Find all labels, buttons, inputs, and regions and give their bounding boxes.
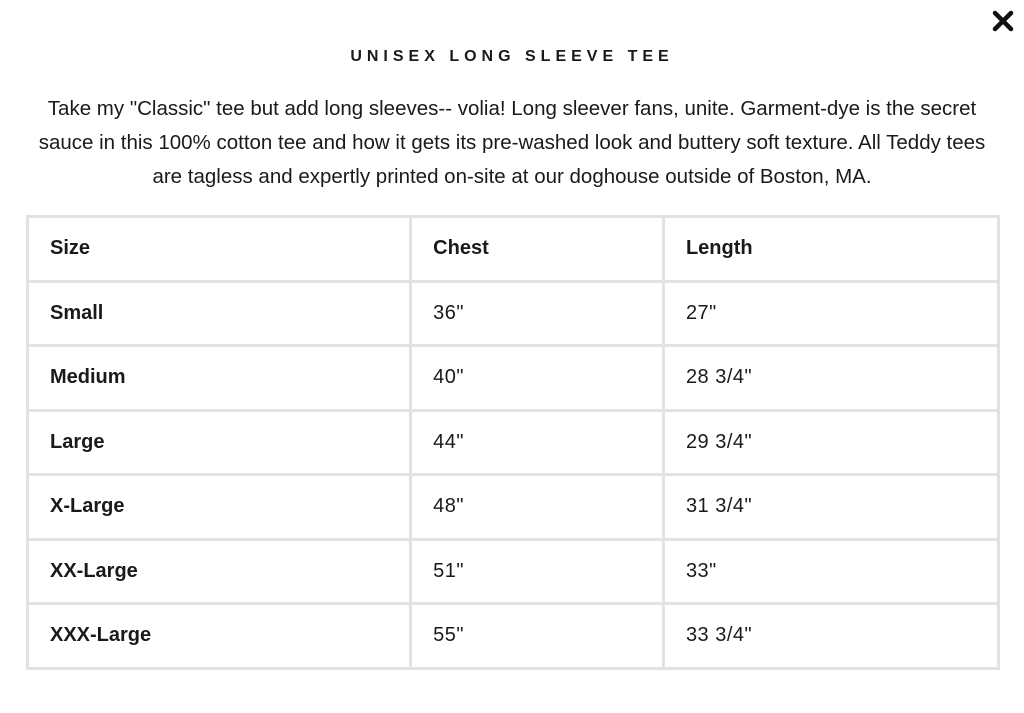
chest-cell: 51" <box>411 539 664 604</box>
chest-cell: 48" <box>411 475 664 540</box>
modal-title: UNISEX LONG SLEEVE TEE <box>350 48 674 65</box>
chest-cell: 36" <box>411 281 664 346</box>
size-cell: Large <box>28 410 411 475</box>
chest-cell: 44" <box>411 410 664 475</box>
table-row <box>28 346 999 411</box>
size-cell: XXX-Large <box>28 604 411 669</box>
header-length: Length <box>663 217 998 282</box>
table-row <box>28 281 999 346</box>
size-table <box>26 215 1000 670</box>
size-cell: X-Large <box>28 475 411 540</box>
table-header-row <box>28 217 999 282</box>
table-row <box>28 539 999 604</box>
chest-cell: 40" <box>411 346 664 411</box>
length-cell: 33 3/4" <box>663 604 998 669</box>
table-row <box>28 410 999 475</box>
length-cell: 33" <box>663 539 998 604</box>
length-cell: 28 3/4" <box>663 346 998 411</box>
length-cell: 27" <box>663 281 998 346</box>
table-row <box>28 475 999 540</box>
chest-cell: 55" <box>411 604 664 669</box>
length-cell: 29 3/4" <box>663 410 998 475</box>
table-row <box>28 604 999 669</box>
size-table-container <box>26 215 1000 670</box>
length-cell: 31 3/4" <box>663 475 998 540</box>
header-chest: Chest <box>411 217 664 282</box>
product-description: Take my "Classic" tee but add long sleeves-- volia! Long sleever fans, unite. Garment-dye is the secret sauce in this 100% cotton tee and how it gets its pre-washed look and buttery soft texture. All Teddy tees are tagless and expertly printed on-site at our doghouse outside of Boston, MA. <box>38 97 986 188</box>
size-cell: Medium <box>28 346 411 411</box>
size-cell: XX-Large <box>28 539 411 604</box>
header-size: Size <box>28 217 411 282</box>
close-icon <box>992 10 1014 32</box>
close-button[interactable] <box>988 6 1018 36</box>
size-cell: Small <box>28 281 411 346</box>
